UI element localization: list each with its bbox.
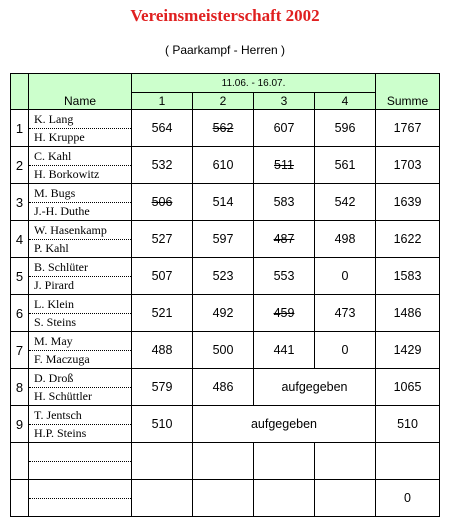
page-title: Vereinsmeisterschaft 2002 <box>130 6 320 25</box>
pair-names-cell <box>29 184 132 221</box>
player-2-name: H.P. Steins <box>34 425 87 440</box>
player-1-name: K. Lang <box>29 111 131 129</box>
round-score <box>315 480 376 517</box>
total-score: 1622 <box>376 221 440 258</box>
round-score: 597 <box>193 221 254 258</box>
player-1-name: W. Hasenkamp <box>29 222 131 240</box>
player-2-name <box>29 462 131 479</box>
pair-names-cell <box>29 406 132 443</box>
round-score: 527 <box>132 221 193 258</box>
player-2-name: F. Maczuga <box>34 351 90 366</box>
rank-cell: 5 <box>11 258 29 295</box>
round-score: 441 <box>254 332 315 369</box>
total-score: 1767 <box>376 110 440 147</box>
round-score <box>315 443 376 480</box>
round-score: 507 <box>132 258 193 295</box>
player-2-name: S. Steins <box>34 314 77 329</box>
pair-names-cell <box>29 369 132 406</box>
rank-cell: 7 <box>11 332 29 369</box>
round-score: 579 <box>132 369 193 406</box>
round-score: 514 <box>193 184 254 221</box>
table-row <box>11 332 440 369</box>
table-row <box>11 110 440 147</box>
player-2-name: J.-H. Duthe <box>34 203 90 218</box>
header-round-3: 3 <box>254 93 315 110</box>
table-row <box>11 184 440 221</box>
player-2-name: H. Borkowitz <box>34 166 100 181</box>
header-summe: Summe <box>376 74 440 110</box>
round-score: 459 <box>254 295 315 332</box>
player-2-name: P. Kahl <box>34 240 69 255</box>
rank-cell: 6 <box>11 295 29 332</box>
round-score: 488 <box>132 332 193 369</box>
round-score <box>132 443 193 480</box>
round-score: 562 <box>193 110 254 147</box>
table-row <box>11 258 440 295</box>
rank-cell: 9 <box>11 406 29 443</box>
player-2-name: H. Kruppe <box>34 129 85 144</box>
rank-cell: 4 <box>11 221 29 258</box>
player-1-name: D. Droß <box>29 370 131 388</box>
header-round-2: 2 <box>193 93 254 110</box>
gave-up-label: aufgegeben <box>193 406 376 443</box>
round-score: 521 <box>132 295 193 332</box>
rank-cell <box>11 443 29 480</box>
player-2-name: H. Schüttler <box>34 388 92 403</box>
table-row <box>11 295 440 332</box>
player-1-name: B. Schlüter <box>29 259 131 277</box>
player-1-name: T. Jentsch <box>29 407 131 425</box>
header-round-4: 4 <box>315 93 376 110</box>
round-score: 487 <box>254 221 315 258</box>
round-score: 510 <box>132 406 193 443</box>
table-row-empty <box>11 480 440 517</box>
round-score: 583 <box>254 184 315 221</box>
player-1-name: M. May <box>29 333 131 351</box>
round-score: 523 <box>193 258 254 295</box>
pair-names-cell <box>29 295 132 332</box>
pair-names-cell <box>29 258 132 295</box>
round-score <box>193 480 254 517</box>
round-score: 596 <box>315 110 376 147</box>
rank-cell: 1 <box>11 110 29 147</box>
round-score: 486 <box>193 369 254 406</box>
rank-cell: 3 <box>11 184 29 221</box>
rank-cell: 8 <box>11 369 29 406</box>
header-date-range: 11.06. - 16.07. <box>132 74 376 93</box>
round-score: 542 <box>315 184 376 221</box>
player-1-name: C. Kahl <box>29 148 131 166</box>
header-rank-cell <box>11 74 29 110</box>
pair-names-cell <box>29 221 132 258</box>
player-2-name: J. Pirard <box>34 277 74 292</box>
header-round-1: 1 <box>132 93 193 110</box>
player-1-name: M. Bugs <box>29 185 131 203</box>
total-score <box>376 443 440 480</box>
round-score: 0 <box>315 332 376 369</box>
round-score: 506 <box>132 184 193 221</box>
round-score: 610 <box>193 147 254 184</box>
total-score: 1703 <box>376 147 440 184</box>
player-1-name <box>29 444 131 462</box>
table-row <box>11 406 440 443</box>
round-score: 553 <box>254 258 315 295</box>
page-subtitle: ( Paarkampf - Herren ) <box>164 43 286 57</box>
pair-names-cell <box>29 110 132 147</box>
round-score <box>193 443 254 480</box>
total-score: 1639 <box>376 184 440 221</box>
table-row <box>11 147 440 184</box>
round-score: 561 <box>315 147 376 184</box>
total-score: 510 <box>376 406 440 443</box>
total-score: 1486 <box>376 295 440 332</box>
round-score <box>132 480 193 517</box>
round-score: 564 <box>132 110 193 147</box>
pair-names-cell <box>29 147 132 184</box>
round-score: 511 <box>254 147 315 184</box>
rank-cell <box>11 480 29 517</box>
player-1-name: L. Klein <box>29 296 131 314</box>
round-score: 532 <box>132 147 193 184</box>
player-2-name <box>29 499 131 516</box>
results-table <box>10 73 440 517</box>
player-1-name <box>29 481 131 499</box>
round-score: 473 <box>315 295 376 332</box>
table-row <box>11 369 440 406</box>
round-score: 498 <box>315 221 376 258</box>
table-row <box>11 221 440 258</box>
round-score: 0 <box>315 258 376 295</box>
header-name: Name <box>29 74 132 110</box>
gave-up-label: aufgegeben <box>254 369 376 406</box>
round-score: 500 <box>193 332 254 369</box>
pair-names-cell <box>29 332 132 369</box>
total-score: 0 <box>376 480 440 517</box>
total-score: 1429 <box>376 332 440 369</box>
round-score <box>254 480 315 517</box>
total-score: 1583 <box>376 258 440 295</box>
total-score: 1065 <box>376 369 440 406</box>
round-score: 492 <box>193 295 254 332</box>
pair-names-cell <box>29 480 132 517</box>
pair-names-cell <box>29 443 132 480</box>
round-score: 607 <box>254 110 315 147</box>
table-row-empty <box>11 443 440 480</box>
round-score <box>254 443 315 480</box>
rank-cell: 2 <box>11 147 29 184</box>
